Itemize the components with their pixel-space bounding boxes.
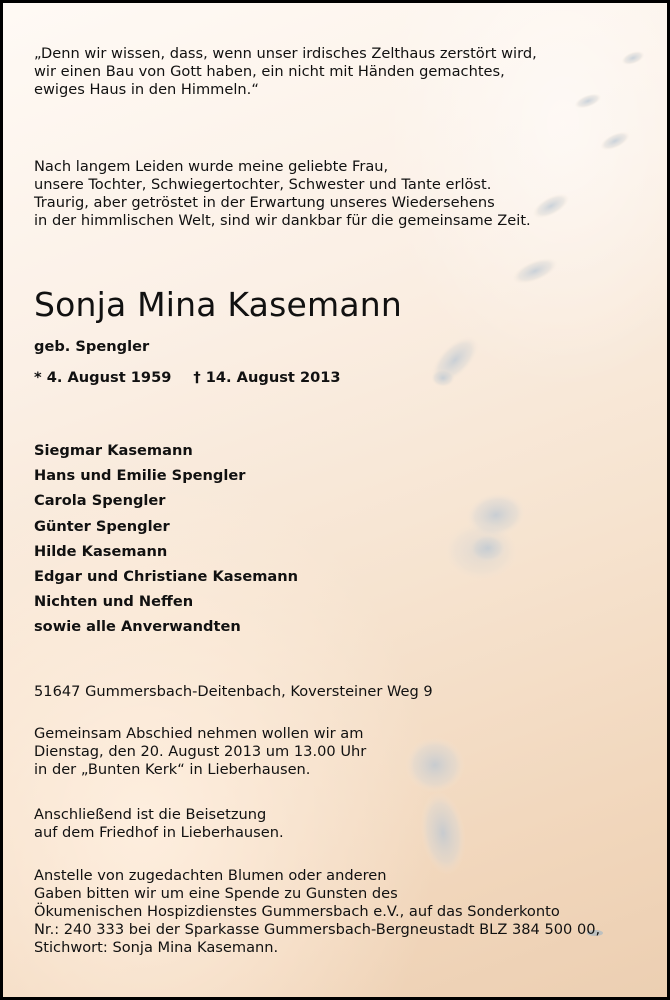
mourner-item: Hans und Emilie Spengler bbox=[34, 467, 246, 485]
mourner-item: Edgar und Christiane Kasemann bbox=[34, 568, 299, 586]
farewell-line: Gemeinsam Abschied nehmen wollen wir am bbox=[34, 725, 364, 742]
donation-line: Anstelle von zugedachten Blumen oder anderen bbox=[34, 867, 387, 884]
quote-line: „Denn wir wissen, dass, wenn unser irdisches Zelthaus zerstört wird, bbox=[34, 45, 537, 62]
mourners-list bbox=[34, 438, 298, 640]
mourner-item: Nichten und Neffen bbox=[34, 593, 194, 611]
quote-line: wir einen Bau von Gott haben, ein nicht mit Händen gemachtes, bbox=[34, 63, 505, 80]
burial-line: auf dem Friedhof in Lieberhausen. bbox=[34, 824, 284, 841]
farewell-line: Dienstag, den 20. August 2013 um 13.00 Uhr bbox=[34, 743, 367, 760]
burial-line: Anschließend ist die Beisetzung bbox=[34, 806, 267, 823]
bible-quote bbox=[34, 45, 537, 99]
intro-text bbox=[34, 158, 531, 230]
family-address: 51647 Gummersbach-Deitenbach, Koversteiner Weg 9 bbox=[34, 683, 433, 700]
death-date: † 14. August 2013 bbox=[193, 369, 341, 386]
mourner-item: Günter Spengler bbox=[34, 517, 170, 535]
intro-line: Traurig, aber getröstet in der Erwartung unseres Wiedersehens bbox=[34, 194, 495, 211]
intro-line: Nach langem Leiden wurde meine geliebte Frau, bbox=[34, 158, 389, 175]
intro-line: unsere Tochter, Schwiegertochter, Schwester und Tante erlöst. bbox=[34, 176, 492, 193]
life-dates bbox=[34, 369, 341, 386]
mourner-item: Hilde Kasemann bbox=[34, 542, 168, 560]
donation-line: Ökumenischen Hospizdienstes Gummersbach e.V., auf das Sonderkonto bbox=[34, 903, 560, 920]
intro-line: in der himmlischen Welt, sind wir dankbar für die gemeinsame Zeit. bbox=[34, 212, 531, 229]
farewell-line: in der „Bunten Kerk“ in Lieberhausen. bbox=[34, 761, 311, 778]
burial-notice bbox=[34, 806, 284, 842]
donation-notice bbox=[34, 867, 600, 957]
deceased-name: Sonja Mina Kasemann bbox=[34, 285, 402, 324]
birth-date: * 4. August 1959 bbox=[34, 369, 172, 386]
donation-line: Stichwort: Sonja Mina Kasemann. bbox=[34, 939, 279, 956]
mourner-item: Siegmar Kasemann bbox=[34, 442, 193, 459]
quote-line: ewiges Haus in den Himmeln.“ bbox=[34, 81, 259, 98]
donation-line: Gaben bitten wir um eine Spende zu Gunsten des bbox=[34, 885, 398, 902]
farewell-notice bbox=[34, 725, 366, 779]
maiden-name: geb. Spengler bbox=[34, 338, 150, 355]
mourner-item: sowie alle Anverwandten bbox=[34, 618, 241, 636]
mourner-item: Carola Spengler bbox=[34, 492, 166, 510]
donation-line: Nr.: 240 333 bei der Sparkasse Gummersbach-Bergneustadt BLZ 384 500 00, bbox=[34, 921, 601, 938]
